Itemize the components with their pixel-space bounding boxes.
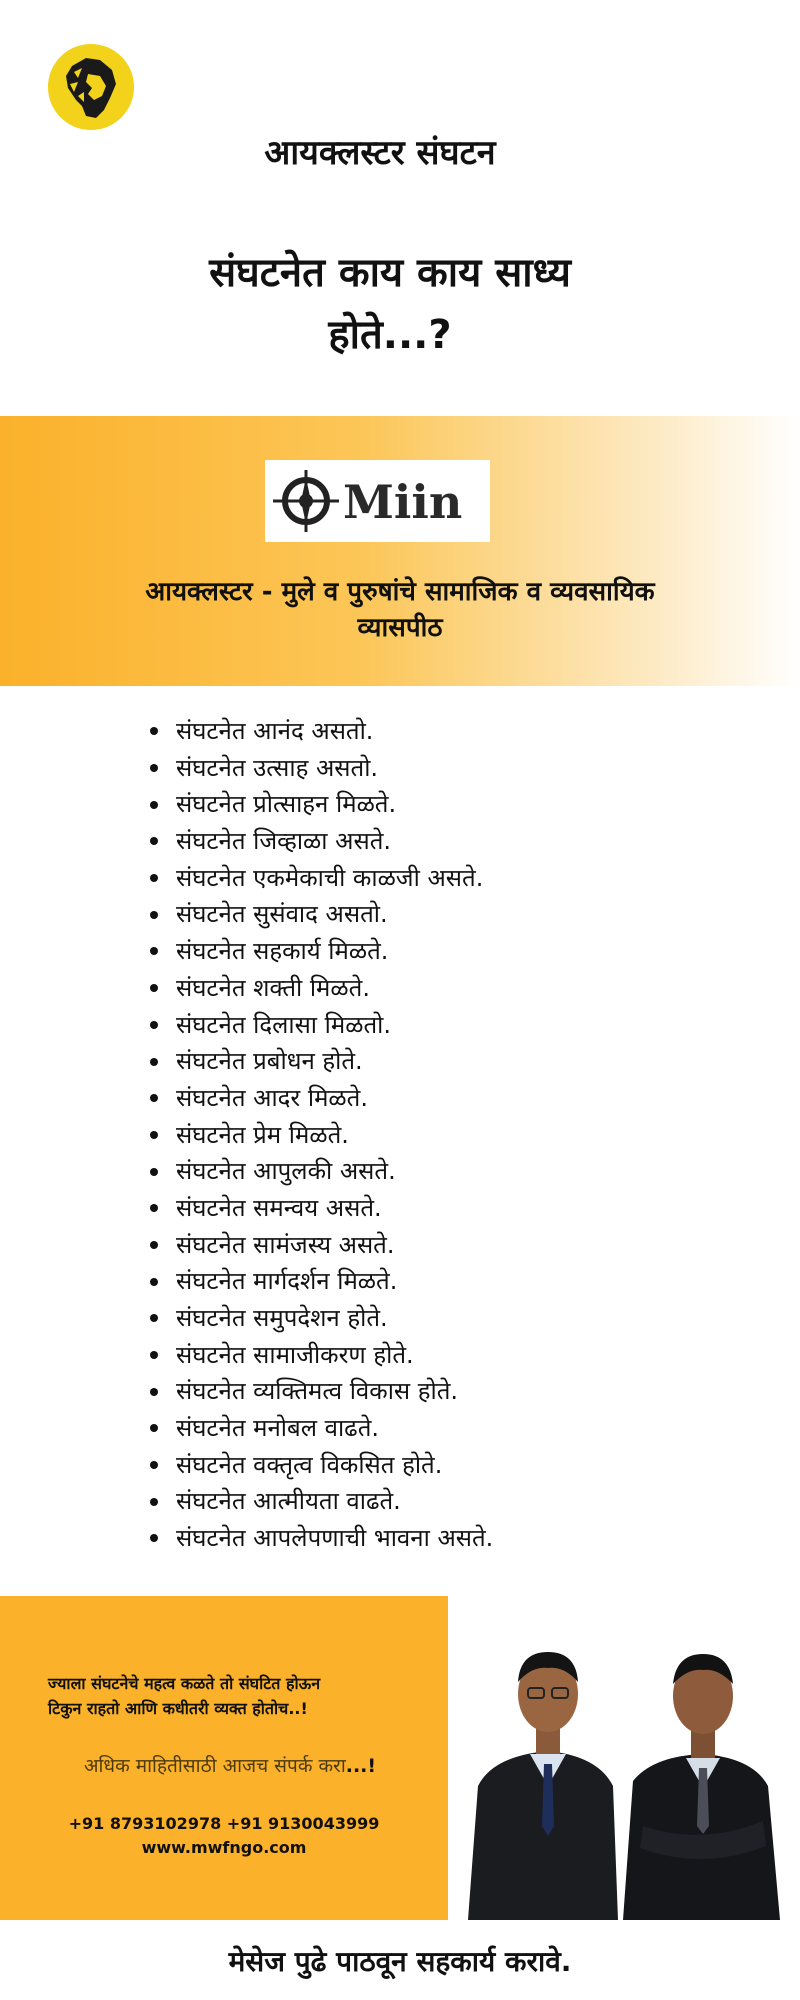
list-item: संघटनेत प्रबोधन होते. xyxy=(150,1043,493,1080)
bullet-icon xyxy=(150,1021,158,1029)
motivation-message xyxy=(48,1672,408,1722)
list-item: संघटनेत सामंजस्य असते. xyxy=(150,1227,493,1264)
cta-text: अधिक माहितीसाठी आजच संपर्क करा xyxy=(84,1755,346,1777)
bullet-icon xyxy=(150,837,158,845)
bullet-icon xyxy=(150,1388,158,1396)
website-link[interactable]: www.mwfngo.com xyxy=(141,1838,307,1857)
brand-tagline xyxy=(40,574,760,647)
list-item: संघटनेत समन्वय असते. xyxy=(150,1190,493,1227)
bullet-icon xyxy=(150,947,158,955)
bullet-icon xyxy=(150,1351,158,1359)
closing-message: मेसेज पुढे पाठवून सहकार्य करावे. xyxy=(228,1945,572,1978)
bullet-icon xyxy=(150,1241,158,1249)
list-item: संघटनेत सामाजीकरण होते. xyxy=(150,1337,493,1374)
bullet-icon xyxy=(150,1131,158,1139)
bullet-icon xyxy=(150,1278,158,1286)
page-headline xyxy=(150,242,630,366)
list-item: संघटनेत सुसंवाद असतो. xyxy=(150,896,493,933)
lion-logo-icon xyxy=(48,44,134,130)
list-item: संघटनेत आनंद असतो. xyxy=(150,713,493,750)
message-line-2: टिकुन राहतो आणि कधीतरी व्यक्त होतोच..! xyxy=(48,1698,308,1718)
bullet-icon xyxy=(150,874,158,882)
list-item: संघटनेत सहकार्य मिळते. xyxy=(150,933,493,970)
bullet-icon xyxy=(150,984,158,992)
list-item: संघटनेत मार्गदर्शन मिळते. xyxy=(150,1263,493,1300)
list-item: संघटनेत उत्साह असतो. xyxy=(150,750,493,787)
list-item: संघटनेत आपलेपणाची भावना असते. xyxy=(150,1520,493,1557)
bullet-icon xyxy=(150,1314,158,1322)
phone-numbers[interactable]: +91 8793102978 +91 9130043999 xyxy=(68,1814,380,1833)
bullet-icon xyxy=(150,1498,158,1506)
list-item: संघटनेत जिव्हाळा असते. xyxy=(150,823,493,860)
contact-cta xyxy=(84,1752,444,1778)
bullet-icon xyxy=(150,1204,158,1212)
headline-line-2: होते...? xyxy=(328,312,452,358)
list-item: संघटनेत प्रोत्साहन मिळते. xyxy=(150,786,493,823)
bullet-icon xyxy=(150,1461,158,1469)
list-item: संघटनेत शक्ती मिळते. xyxy=(150,970,493,1007)
bullet-icon xyxy=(150,727,158,735)
list-item: संघटनेत व्यक्तिमत्व विकास होते. xyxy=(150,1373,493,1410)
bullet-icon xyxy=(150,1424,158,1432)
org-title: आयक्लस्टर संघटन xyxy=(264,133,496,173)
bullet-icon xyxy=(150,764,158,772)
bullet-icon xyxy=(150,801,158,809)
list-item: संघटनेत दिलासा मिळतो. xyxy=(150,1007,493,1044)
cta-suffix: ...! xyxy=(345,1755,377,1777)
benefits-list xyxy=(150,713,493,1557)
list-item: संघटनेत प्रेम मिळते. xyxy=(150,1117,493,1154)
bullet-icon xyxy=(150,1534,158,1542)
list-item: संघटनेत वक्तृत्व विकसित होते. xyxy=(150,1447,493,1484)
bullet-icon xyxy=(150,1168,158,1176)
list-item: संघटनेत आत्मीयता वाढते. xyxy=(150,1483,493,1520)
brand-logo xyxy=(265,460,490,542)
headline-line-1: संघटनेत काय काय साध्य xyxy=(209,250,571,296)
brand-logo-text: Miin xyxy=(343,475,463,529)
list-item: संघटनेत एकमेकाची काळजी असते. xyxy=(150,860,493,897)
bullet-icon xyxy=(150,1094,158,1102)
list-item: संघटनेत आदर मिळते. xyxy=(150,1080,493,1117)
tagline-line-1: आयक्लस्टर - मुले व पुरुषांचे सामाजिक व व्यवसायिक xyxy=(145,577,655,607)
list-item: संघटनेत आपुलकी असते. xyxy=(150,1153,493,1190)
bullet-icon xyxy=(150,1058,158,1066)
bullet-icon xyxy=(150,911,158,919)
list-item: संघटनेत समुपदेशन होते. xyxy=(150,1300,493,1337)
message-line-1: ज्याला संघटनेचे महत्व कळते तो संघटित होऊन xyxy=(48,1674,321,1693)
compass-icon xyxy=(265,460,490,542)
tagline-line-2: व्यासपीठ xyxy=(357,613,443,644)
list-item: संघटनेत मनोबल वाढते. xyxy=(150,1410,493,1447)
two-businessmen-photo xyxy=(448,1596,800,1920)
